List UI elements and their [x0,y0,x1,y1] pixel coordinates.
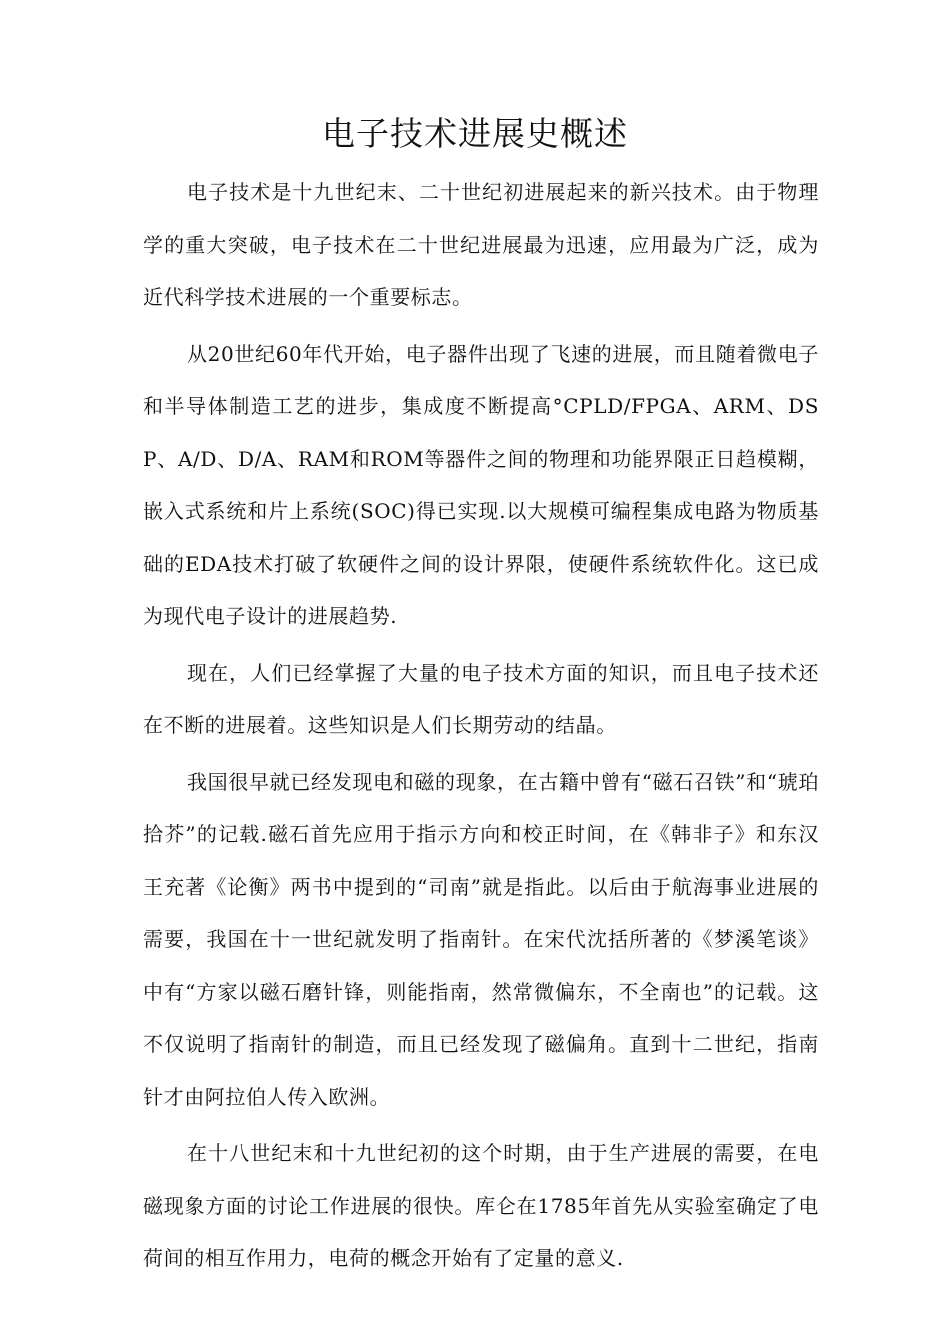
paragraph-4: 我国很早就已经发现电和磁的现象，在古籍中曾有“磁石召铁”和“琥珀拾芥”的记载.磁石首先应用于指示方向和校正时间，在《韩非子》和东汉王充著《论衡》两书中提到的“司南”就是指此。以后由于航海事业进展的需要，我国在十一世纪就发明了指南针。在宋代沈括所著的《梦溪笔谈》中有“方家以磁石磨针锋，则能指南，然常微偏东，不全南也”的记载。这不仅说明了指南针的制造，而且已经发现了磁偏角。直到十二世纪，指南针才由阿拉伯人传入欧洲。 [143,769,819,1109]
paragraph-2: 从20世纪60年代开始，电子器件出现了飞速的进展，而且随着微电子和半导体制造工艺的进步，集成度不断提高°CPLD/FPGA、ARM、DSP、A/D、D/A、RAM和ROM等器件之间的物理和功能界限正日趋模糊，嵌入式系统和片上系统(SOC)得已实现.以大规模可编程集成电路为物质基础的EDA技术打破了软硬件之间的设计界限，使硬件系统软件化。这已成为现代电子设计的进展趋势. [143,341,819,628]
paragraph-1: 电子技术是十九世纪末、二十世纪初进展起来的新兴技术。由于物理学的重大突破，电子技术在二十世纪进展最为迅速，应用最为广泛，成为近代科学技术进展的一个重要标志。 [143,180,819,309]
document-title: 电子技术进展史概述 [322,114,628,153]
paragraph-3: 现在，人们已经掌握了大量的电子技术方面的知识，而且电子技术还在不断的进展着。这些知识是人们长期劳动的结晶。 [143,660,819,737]
document-body [143,166,819,1289]
paragraph-5: 在十八世纪末和十九世纪初的这个时期，由于生产进展的需要，在电磁现象方面的讨论工作进展的很快。库仑在1785年首先从实验室确定了电荷间的相互作用力，电荷的概念开始有了定量的意义. [143,1141,819,1270]
